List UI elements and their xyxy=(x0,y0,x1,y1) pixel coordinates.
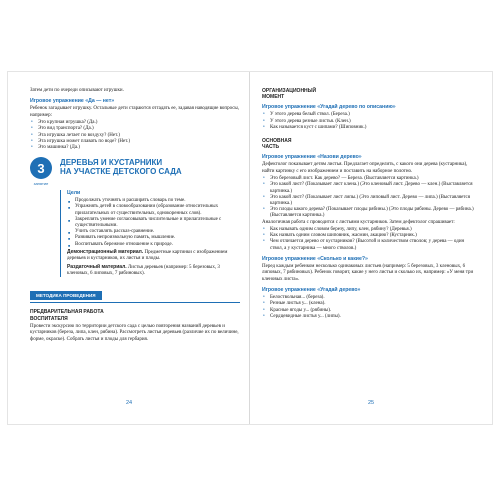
lesson-title xyxy=(60,157,182,176)
list-item: • Это крупная игрушка? (Да.) xyxy=(30,120,240,126)
list-item: • Как называется куст с шипами? (Шиповник.) xyxy=(262,125,478,131)
game-name-tree-after: Аналогичная работа с проводится с листьями кустарников. Затем дефектолог спрашивает: xyxy=(262,219,455,225)
main-heading-line: ОСНОВНАЯ xyxy=(262,138,292,145)
list-item: • У этого дерева белый ствол. (Береза.) xyxy=(262,112,478,118)
list-item: • Сердцевидные листья у... (липы). xyxy=(262,314,478,320)
right-page xyxy=(250,72,492,424)
org-heading xyxy=(262,88,478,100)
demo-material xyxy=(67,249,240,263)
goal-item: ■ Продолжать уточнять и расширять словарь по теме. xyxy=(67,198,240,204)
demo-label: Демонстрационный материал. xyxy=(67,248,144,255)
left-page xyxy=(8,72,250,424)
goals-heading: Цели xyxy=(67,190,81,197)
goals-block xyxy=(60,190,240,277)
game-yes-no-text: Ребенок загадывает игрушку. Остальные дети стараются отгадать ее, задавая наводящие вопросы, например: xyxy=(30,106,240,118)
list-item: • Эта игрушка может плавать по воде? (Нет.) xyxy=(30,139,240,145)
lesson-number: 3 xyxy=(30,157,52,179)
page-number-right: 25 xyxy=(368,400,375,406)
game-yes-no-title: Игровое упражнение «Да — нет» xyxy=(30,98,115,105)
method-bar: МЕТОДИКА ПРОВЕДЕНИЯ xyxy=(30,291,102,300)
goal-item: ■ Воспитывать бережное отношение к природе. xyxy=(67,242,240,248)
goal-item: ■ Развивать непроизвольную память, мышление. xyxy=(67,235,240,241)
game-name-tree-title: Игровое упражнение «Назови дерево» xyxy=(262,154,362,161)
list-item: • У этого дерева резные листья. (Клен.) xyxy=(262,119,478,125)
handout-text: Листья деревьев (например: 5 березовых, 3 кленовых, 6 липовых, 7 рябиновых). xyxy=(67,264,220,277)
book-spread xyxy=(8,72,492,424)
lesson-title-line: НА УЧАСТКЕ ДЕТСКОГО САДА xyxy=(60,166,182,176)
list-item: • Это какой лист? (Показывает лист клена.) (Это кленовый лист. Дерево — клен.) (Выставляется картинка.) xyxy=(262,182,478,194)
goal-item: ■ Упражнять детей в словообразовании (образование относительных прилагательных от существительных, однокоренных слов). xyxy=(67,204,240,216)
game-guess-description-title: Игровое упражнение «Угадай дерево по описанию» xyxy=(262,104,396,111)
prework-text: Провести экскурсию по территории детского сада с целью повторения названий деревьев и кустарников (береза, липа, клен, рябина). Рассмотреть листья деревьев (различие их по величине, форме, окраске). Собрать листья и плоды для гербария. xyxy=(30,323,239,342)
goal-item: ■ Учить составлять рассказ-сравнение. xyxy=(67,229,240,235)
list-item: • Как назвать одним словом шиповник, жасмин, акацию? (Кустарник.) xyxy=(262,233,478,239)
list-item: • Это плоды какого дерева? (Показывает плоды рябины.) (Это плоды рябины. Дерево — рябина.) (Выставляется картинка.) xyxy=(262,207,478,219)
right-column xyxy=(262,88,478,320)
game-yes-no-list xyxy=(30,120,240,151)
prework-heading-line: ВОСПИТАТЕЛЯ xyxy=(30,315,68,322)
handout-material xyxy=(67,264,240,278)
game-guess-tree-title: Игровое упражнение «Угадай дерево» xyxy=(262,287,361,294)
page-number-left: 24 xyxy=(126,400,133,406)
list-item: • Белоствольная... (береза). xyxy=(262,295,478,301)
intro-text: Затем дети по очереди описывают игрушки. xyxy=(30,88,124,93)
goal-item: ■ Закреплять умение согласовывать числительные и прилагательные с существительными. xyxy=(67,217,240,229)
list-item: • Эта игрушка летает по воздуху? (Нет.) xyxy=(30,133,240,139)
org-heading-line: ОРГАНИЗАЦИОННЫЙ xyxy=(262,88,317,94)
list-item: • Красные ягоды у... (рябины). xyxy=(262,308,478,314)
list-item: • Это березовый лист. Как дерево? — Береза. (Выставляется картинка.) xyxy=(262,176,478,182)
demo-text: Предметные картинки с изображением деревьев и кустарников, их листья и плоды. xyxy=(67,249,228,262)
lesson-badge xyxy=(30,157,52,186)
prework-heading xyxy=(30,309,240,321)
list-item: • Как называть одним словом березу, липу, клен, рябину? (Деревья.) xyxy=(262,227,478,233)
method-bar-line xyxy=(30,284,240,303)
list-item: • Это вид транспорта? (Да.) xyxy=(30,126,240,132)
list-item: • Это машинка? (Да.) xyxy=(30,145,240,151)
list-item: • Это какой лист? (Показывает лист липы.) (Это липовый лист. Дерево — липа.) (Выставляется картинка.) xyxy=(262,195,478,207)
list-item: • Резные листья у... (клена). xyxy=(262,301,478,307)
main-heading-line: ЧАСТЬ xyxy=(262,144,280,151)
handout-label: Раздаточный материал. xyxy=(67,263,127,270)
main-heading xyxy=(262,138,478,150)
left-column xyxy=(30,88,240,344)
org-heading-line: МОМЕНТ xyxy=(262,94,285,101)
game-name-tree-text: Дефектолог показывает детям листья. Предлагает определить, с какого они дерева (кустарника), найти картинку с его изображением и поставить на наборное полотно. xyxy=(262,162,468,174)
lesson-title-line: ДЕРЕВЬЯ И КУСТАРНИКИ xyxy=(60,158,163,168)
game-how-many-text: Перед каждым ребенком несколько одинаковых листьев (например: 5 березовых, 3 кленовых, 6 липовых, 7 рябиновых). Ребенок говорит, какие у него листья и сколько их, например: «У меня три кленовых листа». xyxy=(262,263,474,282)
list-item: • Чем отличается дерево от кустарников? (Высотой и количеством стволов; у дерева — один ствол, а у кустарника — много стволов.) xyxy=(262,239,478,251)
lesson-header xyxy=(30,157,240,186)
game-how-many-title: Игровое упражнение «Сколько и какие?» xyxy=(262,255,368,262)
prework-heading-line: ПРЕДВАРИТЕЛЬНАЯ РАБОТА xyxy=(30,309,104,316)
lesson-label: занятие xyxy=(33,181,49,187)
